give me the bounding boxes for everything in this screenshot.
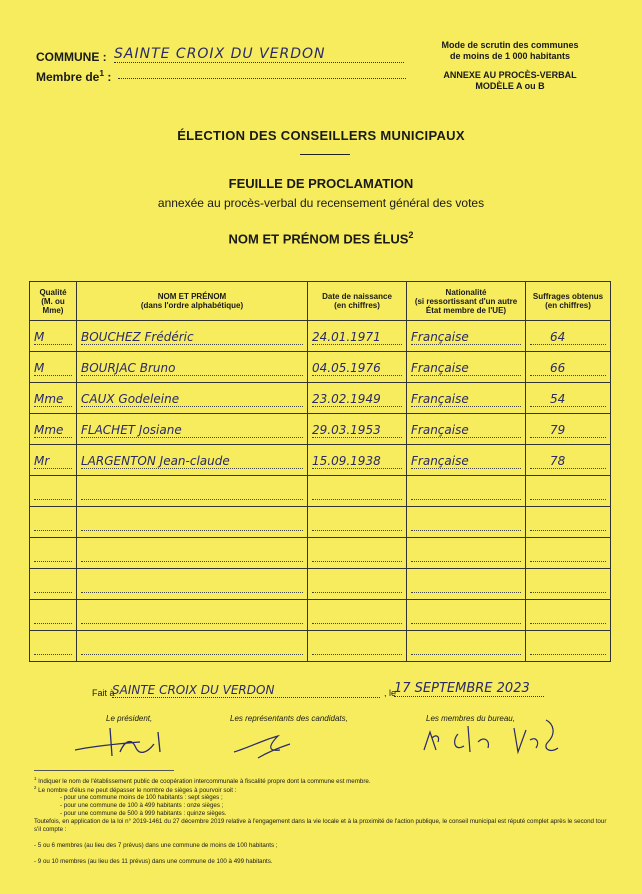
- president-signature: [70, 722, 180, 762]
- subtitle-annexee: annexée au procès-verbal du recensement général des votes: [157, 196, 485, 210]
- annexe-line2: MODÈLE A ou B: [475, 81, 545, 91]
- cell-date: [308, 445, 407, 476]
- cell-date: [308, 507, 407, 538]
- table-row: [30, 507, 611, 538]
- cell-suf: [526, 352, 611, 383]
- membres-signatures: [418, 712, 578, 762]
- table-row: [30, 538, 611, 569]
- fait-lieu: SAINTE CROIX DU VERDON: [112, 683, 380, 698]
- representant-signature: [228, 722, 308, 762]
- cell-nom: [77, 414, 308, 445]
- cell-date: [308, 321, 407, 352]
- title-nom-prenom: NOM ET PRÉNOM DES ÉLUS$^2$: [228, 230, 414, 247]
- header-nom: NOM ET PRÉNOM (dans l'ordre alphabétique): [77, 282, 308, 321]
- cell-nat: [407, 414, 526, 445]
- cell-qualite-value: M: [34, 330, 45, 344]
- table-row: [30, 414, 611, 445]
- cell-qualite: [30, 538, 77, 569]
- cell-qualite-value: Mme: [34, 392, 64, 406]
- cell-qualite: [30, 321, 77, 352]
- cell-nat: [407, 476, 526, 507]
- cell-suf-value: 78: [550, 454, 566, 468]
- cell-qualite-value: M: [34, 361, 45, 375]
- header-date: Date de naissance (en chiffres): [308, 282, 407, 321]
- cell-qualite: [30, 600, 77, 631]
- title-election: ÉLECTION DES CONSEILLERS MUNICIPAUX: [177, 128, 465, 143]
- cell-nom: [77, 476, 308, 507]
- cell-qualite-value: Mr: [34, 454, 50, 468]
- cell-suf: [526, 476, 611, 507]
- cell-date-value: 15.09.1938: [312, 454, 381, 468]
- cell-date: [308, 538, 407, 569]
- cell-nat-value: Française: [411, 361, 469, 375]
- header-suffrages: Suffrages obtenus (en chiffres): [526, 282, 611, 321]
- cell-nom-value: LARGENTON Jean-claude: [81, 454, 230, 468]
- cell-nat: [407, 383, 526, 414]
- cell-nom-value: FLACHET Josiane: [81, 423, 182, 437]
- commune-label: COMMUNE :: [36, 50, 107, 64]
- cell-nat-value: Française: [411, 330, 469, 344]
- cell-date-value: 23.02.1949: [312, 392, 381, 406]
- table-row: [30, 321, 611, 352]
- cell-nat-value: Française: [411, 423, 469, 437]
- cell-qualite: [30, 414, 77, 445]
- cell-qualite: [30, 569, 77, 600]
- cell-nat-value: Française: [411, 454, 469, 468]
- cell-date-value: 04.05.1976: [312, 361, 381, 375]
- cell-suf: [526, 414, 611, 445]
- footnote-divider: [34, 770, 174, 771]
- membre-field: [118, 78, 406, 79]
- table-row: [30, 631, 611, 662]
- cell-nom: [77, 569, 308, 600]
- table-row: [30, 569, 611, 600]
- cell-nom: [77, 631, 308, 662]
- cell-date-value: 24.01.1971: [312, 330, 381, 344]
- cell-suf: [526, 631, 611, 662]
- cell-suf-value: 79: [550, 423, 566, 437]
- cell-suf: [526, 321, 611, 352]
- cell-nom: [77, 600, 308, 631]
- mode-scrutin-line1: Mode de scrutin des communes: [441, 40, 579, 50]
- table-row: [30, 383, 611, 414]
- cell-nat-value: Française: [411, 392, 469, 406]
- cell-date: [308, 414, 407, 445]
- commune-value: SAINTE CROIX DU VERDON: [114, 46, 404, 63]
- mode-scrutin-line2: de moins de 1 000 habitants: [449, 51, 571, 61]
- footnote-dispense-2: - 9 ou 10 membres (au lieu des 11 prévus) dans une commune de 100 à 499 habitants.: [34, 858, 273, 865]
- fait-label: Fait à: [92, 688, 115, 698]
- cell-nat: [407, 445, 526, 476]
- cell-nom: [77, 352, 308, 383]
- cell-nom-value: BOUCHEZ Frédéric: [81, 330, 194, 344]
- cell-nat: [407, 507, 526, 538]
- cell-date: [308, 383, 407, 414]
- cell-qualite-value: Mme: [34, 423, 64, 437]
- footnote-bullet-2: - pour une commune de 100 à 499 habitants : onze sièges ;: [60, 802, 224, 809]
- table-row: [30, 600, 611, 631]
- cell-suf: [526, 383, 611, 414]
- cell-nat: [407, 631, 526, 662]
- cell-date: [308, 569, 407, 600]
- cell-nat: [407, 538, 526, 569]
- cell-qualite: [30, 631, 77, 662]
- cell-qualite: [30, 352, 77, 383]
- cell-nat: [407, 321, 526, 352]
- cell-nat: [407, 600, 526, 631]
- cell-suf-value: 54: [550, 392, 566, 406]
- elus-table: [29, 281, 611, 662]
- title-feuille: FEUILLE DE PROCLAMATION: [228, 176, 414, 191]
- president-label: Le président,: [106, 714, 153, 723]
- cell-qualite: [30, 507, 77, 538]
- cell-date: [308, 476, 407, 507]
- footnote-bullet-3: - pour une commune de 500 à 999 habitants : quinze sièges.: [60, 810, 227, 817]
- cell-date: [308, 600, 407, 631]
- cell-qualite: [30, 445, 77, 476]
- cell-suf-value: 66: [550, 361, 566, 375]
- table-row: [30, 352, 611, 383]
- cell-nom: [77, 445, 308, 476]
- footnote-1: $^1$ Indiquer le nom de l'établissement public de coopération intercommunale à fiscalité propre dont la commune est membre.: [34, 776, 371, 786]
- cell-date: [308, 631, 407, 662]
- cell-suf: [526, 569, 611, 600]
- cell-qualite: [30, 383, 77, 414]
- footnote-dispense-1: - 5 ou 6 membres (au lieu des 7 prévus) dans une commune de moins de 100 habitants ;: [34, 842, 278, 849]
- cell-suf: [526, 507, 611, 538]
- fait-le-label: , le: [384, 688, 397, 698]
- cell-nat: [407, 569, 526, 600]
- table-header-row: [30, 282, 611, 321]
- cell-qualite: [30, 476, 77, 507]
- header-nationalite: Nationalité (si ressortissant d'un autre État membre de l'UE): [407, 282, 526, 321]
- cell-nat: [407, 352, 526, 383]
- cell-nom: [77, 538, 308, 569]
- cell-nom: [77, 321, 308, 352]
- cell-suf: [526, 600, 611, 631]
- header-qualite: Qualité (M. ou Mme): [30, 282, 77, 321]
- cell-date-value: 29.03.1953: [312, 423, 381, 437]
- cell-suf: [526, 538, 611, 569]
- cell-nom: [77, 507, 308, 538]
- membres-label: Les membres du bureau,: [426, 714, 515, 723]
- annexe-line1: ANNEXE AU PROCÈS-VERBAL: [443, 70, 577, 80]
- cell-nom-value: CAUX Godeleine: [81, 392, 180, 406]
- table-row: [30, 476, 611, 507]
- cell-suf: [526, 445, 611, 476]
- cell-nom-value: BOURJAC Bruno: [81, 361, 176, 375]
- cell-nom: [77, 383, 308, 414]
- cell-date: [308, 352, 407, 383]
- representants-label: Les représentants des candidats,: [230, 714, 348, 723]
- membre-label: Membre $de^1$ :: [36, 68, 112, 84]
- cell-suf-value: 64: [550, 330, 566, 344]
- footnote-2: $^2$ Le nombre d'élus ne peut dépasser le nombre de sièges à pourvoir soit :: [34, 785, 237, 795]
- footnote-bullet-1: - pour une commune moins de 100 habitants : sept sièges ;: [60, 794, 223, 801]
- fait-date: 17 SEPTEMBRE 2023: [394, 681, 544, 697]
- footnote-toutefois: Toutefois, en application de la loi n° 2019-1461 du 27 décembre 2019 relative à l'engagement dans la vie locale et à la proximité de l'action publique, le conseil municipal est réputé complet après le second tour s'il compte :: [34, 818, 607, 833]
- title-divider: [300, 154, 350, 155]
- table-row: [30, 445, 611, 476]
